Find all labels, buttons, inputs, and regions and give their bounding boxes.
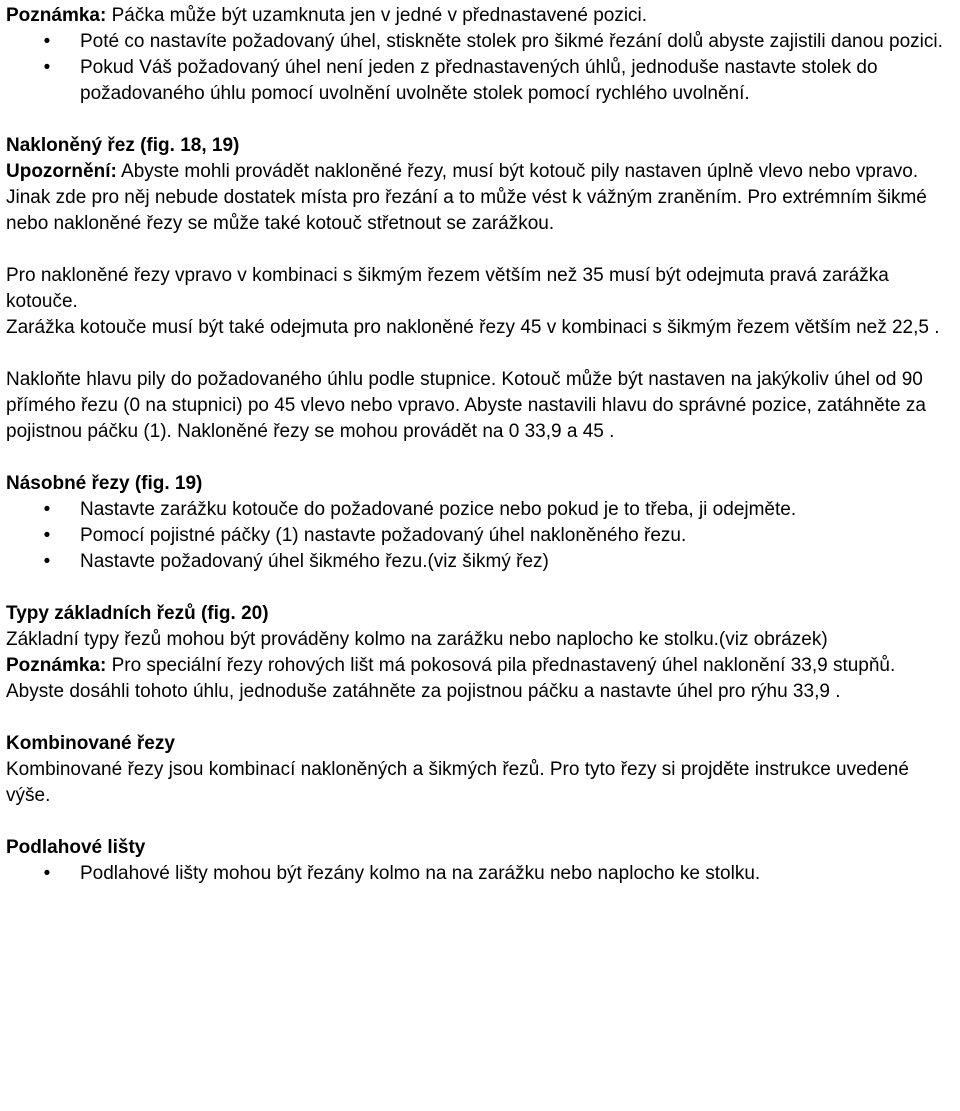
spacer <box>6 809 946 835</box>
section-heading-bevel: Nakloněný řez (fig. 18, 19) <box>6 135 240 156</box>
basic-paragraph: Základní typy řezů mohou být prováděny kolmo na zarážku nebo naplocho ke stolku.(viz obrázek) <box>6 629 828 650</box>
bullet-icon: • <box>43 525 51 546</box>
spacer <box>6 237 946 263</box>
section-heading-floor: Podlahové lišty <box>6 837 146 858</box>
list-item <box>6 523 946 549</box>
section-heading-multiple: Násobné řezy (fig. 19) <box>6 473 203 494</box>
list-item-text: Pomocí pojistné páčky (1) nastavte požadovaný úhel nakloněného řezu. <box>80 525 687 546</box>
list-item-text: Podlahové lišty mohou být řezány kolmo na na zarážku nebo naplocho ke stolku. <box>80 863 761 884</box>
spacer <box>6 341 946 367</box>
warning-paragraph <box>6 159 946 237</box>
bullet-list-multiple <box>6 497 946 575</box>
spacer <box>6 705 946 731</box>
section-heading-basic: Typy základních řezů (fig. 20) <box>6 603 269 624</box>
note-text: Páčka může být uzamknuta jen v jedné v přednastavené pozici. <box>106 5 648 26</box>
list-item <box>6 55 946 107</box>
note-text: Pro speciální řezy rohových lišt má pokosová pila přednastavený úhel naklonění 33,9 stupňů. Abyste dosáhli tohoto úhlu, jednoduše zatáhněte za pojistnou páčku a nastavte úhel pro rýhu 33,9 . <box>6 655 896 702</box>
bevel-paragraph-2: Zarážka kotouče musí být také odejmuta pro nakloněné řezy 45 v kombinaci s šikmým řezem větším než 22,5 . <box>6 317 940 338</box>
list-item <box>6 497 946 523</box>
list-item <box>6 29 946 55</box>
list-item <box>6 861 946 887</box>
list-item-text: Pokud Váš požadovaný úhel není jeden z přednastavených úhlů, jednoduše nastavte stolek do požadovaného úhlu pomocí uvolnění uvolněte stolek pomocí rychlého uvolnění. <box>80 57 878 104</box>
warning-label: Upozornění: <box>6 161 117 182</box>
list-item-text: Nastavte požadovaný úhel šikmého řezu.(viz šikmý řez) <box>80 551 549 572</box>
note-paragraph <box>6 3 946 29</box>
bullet-list-1 <box>6 29 946 107</box>
section-heading-combined: Kombinované řezy <box>6 733 175 754</box>
bullet-icon: • <box>43 551 51 572</box>
bevel-paragraph-1: Pro nakloněné řezy vpravo v kombinaci s šikmým řezem větším než 35 musí být odejmuta pravá zarážka kotouče. <box>6 265 889 312</box>
list-item-text: Nastavte zarážku kotouče do požadované pozice nebo pokud je to třeba, ji odejměte. <box>80 499 797 520</box>
bullet-list-floor <box>6 861 946 887</box>
bullet-icon: • <box>43 863 51 884</box>
spacer <box>6 445 946 471</box>
bullet-icon: • <box>43 31 51 52</box>
note-label: Poznámka: <box>6 5 107 26</box>
bevel-paragraph-3: Nakloňte hlavu pily do požadovaného úhlu podle stupnice. Kotouč může být nastaven na jakýkoliv úhel od 90 přímého řezu (0 na stupnici) po 45 vlevo nebo vpravo. Abyste nastavili hlavu do správné pozice, zatáhněte za pojistnou páčku (1). Nakloněné řezy se mohou provádět na 0 33,9 a 45 . <box>6 369 926 442</box>
warning-text: Abyste mohli provádět nakloněné řezy, musí být kotouč pily nastaven úplně vlevo nebo vpravo. Jinak zde pro něj nebude dostatek místa pro řezání a to může vést k vážným zraněním. Pro extrémním šikmé nebo nakloněné řezy se může také kotouč střetnout se zarážkou. <box>6 161 927 234</box>
bullet-icon: • <box>43 499 51 520</box>
basic-note-paragraph <box>6 653 946 705</box>
bullet-icon: • <box>43 57 51 78</box>
note-label: Poznámka: <box>6 655 107 676</box>
combined-paragraph: Kombinované řezy jsou kombinací nakloněných a šikmých řezů. Pro tyto řezy si projděte instrukce uvedené výše. <box>6 759 909 806</box>
list-item-text: Poté co nastavíte požadovaný úhel, stiskněte stolek pro šikmé řezání dolů abyste zajistili danou pozici. <box>80 31 943 52</box>
spacer <box>6 575 946 601</box>
list-item <box>6 549 946 575</box>
spacer <box>6 107 946 133</box>
